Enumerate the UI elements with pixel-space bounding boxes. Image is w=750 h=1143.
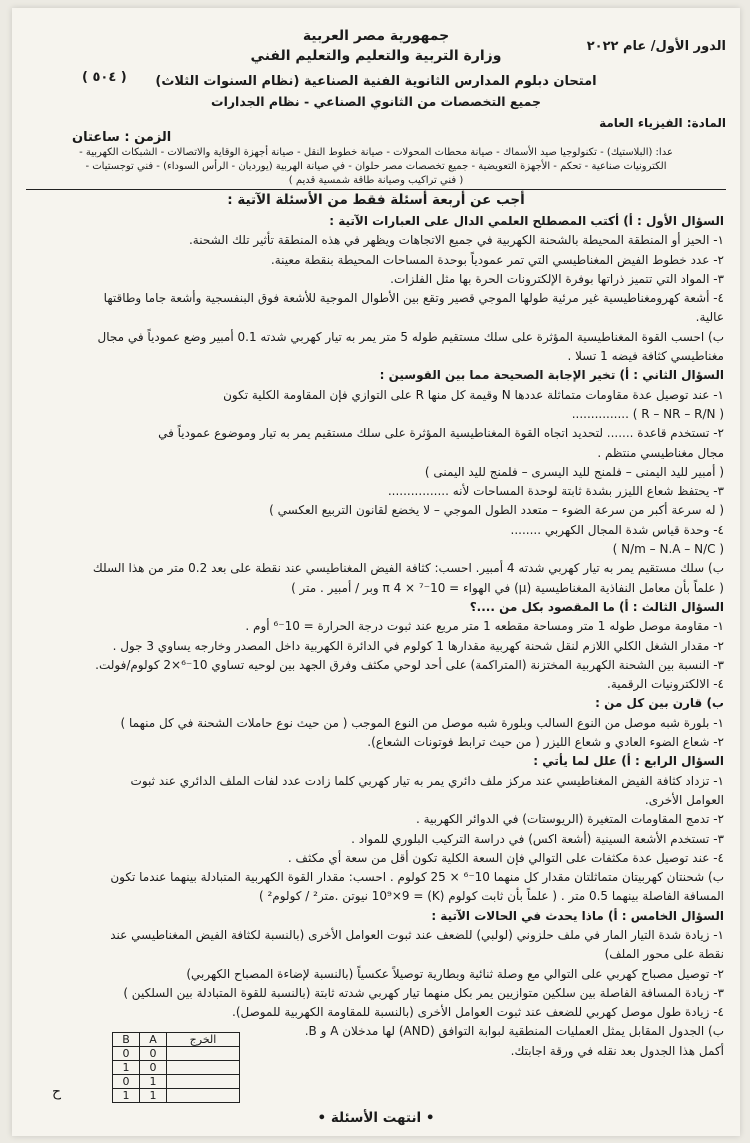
question-heading: السؤال الثالث : أ) ما المقصود بكل من ....؟ (469, 599, 724, 614)
header-divider (26, 189, 726, 190)
question-heading: ب) قارن بين كل من : (595, 696, 724, 711)
and-gate-truth-table (112, 1032, 240, 1103)
question-line: ٣- تستخدم الأشعة السينية (أشعة اكس) في دراسة التركيب البلوري للمواد . (351, 831, 724, 846)
truth-table-header: الخرج (167, 1033, 240, 1047)
question-line: العوامل الأخرى. (644, 792, 724, 807)
truth-table-row (113, 1089, 240, 1103)
truth-table-row (113, 1047, 240, 1061)
truth-cell (167, 1089, 240, 1103)
question-line: ب) احسب القوة المغناطيسية المؤثرة على سلك مستقيم طوله 5 متر يمر به تيار كهربي شدته 0.1 أمبير وضع عمودياً في مجال (97, 329, 724, 344)
question-heading: السؤال الثاني : أ) تخير الإجابة الصحيحة مما بين القوسين : (379, 368, 724, 383)
truth-table-header: A (140, 1033, 167, 1047)
truth-cell: 1 (113, 1061, 140, 1075)
question-line: مجال مغناطيسي منتظم . (597, 445, 724, 460)
question-line: ٢- تستخدم قاعدة ....... لتحديد اتجاه القوة المغناطيسية المؤثرة على سلك مستقيم يمر به تيار وموضوع عمودياً في (158, 426, 724, 441)
question-heading: السؤال الرابع : أ) علل لما يأتي : (533, 754, 724, 769)
question-line: ١- تزداد كثافة الفيض المغناطيسي عند مركز ملف دائري يمر به تيار كهربي كلما زادت عدد لفات الملف الدائري عند ثبوت (130, 773, 724, 788)
question-line: نقطة على محور الملف) (604, 947, 724, 962)
spec-line: عدا: (البلاستيك) - تكنولوجيا صيد الأسماك - صيانة محطات المحولات - صيانة خطوط النقل - صيانة أجهزة الوقاية والاتصالات - الشبكات الكهربية - (79, 147, 673, 158)
question-line: ب) سلك مستقيم يمر به تيار كهربي شدته 4 أمبير. احسب: كثافة الفيض المغناطيسي عند نقطة على بعد 0.2 متر من هذا السلك (92, 561, 724, 576)
question-line: ( له سرعة أكبر من سرعة الضوء – متعدد الطول الموجي – لا يخضع لقانون التربيع العكسي ) (269, 503, 724, 518)
truth-table-header-row (113, 1033, 240, 1047)
subject-name: المادة: الفيزياء العامة (599, 116, 726, 130)
truth-cell: 1 (140, 1075, 167, 1089)
question-line: المسافة الفاصلة بينهما 0.5 متر . ( علماً بأن ثابت كولوم (K) = 10⁹×9 نيوتن .متر² / كولوم² ) (258, 889, 724, 904)
truth-cell: 0 (140, 1047, 167, 1061)
truth-table-row (113, 1075, 240, 1089)
question-line: ٤- أشعة كهرومغناطيسية غير مرئية طولها الموجي قصير وتقع بين الأطوال الموجية للأشعة فوق البنفسجية وأشعة جاما وطاقتها (103, 291, 724, 306)
exam-time: الزمن : ساعتان (72, 130, 172, 145)
question-line: ٤- زيادة طول موصل كهربي للضعف عند ثبوت العوامل الأخرى (بالنسبة للمقاومة الكهربية للموصل). (232, 1005, 724, 1020)
question-line: ٣- زيادة المسافة الفاصلة بين سلكين متوازيين يمر بكل منهما تيار كهربي شدته ثابتة (بالنسبة للقوة المتبادلة بين السلكين ) (123, 985, 724, 1000)
truth-cell: 0 (140, 1061, 167, 1075)
spec-line: ( فني تراكيب وصيانة طاقة شمسية قديم ) (288, 175, 464, 186)
question-line: ٤- الالكترونيات الرقمية. (607, 677, 724, 692)
question-line: ( R – NR – R/N ) ............... (571, 406, 724, 421)
truth-table-row (113, 1061, 240, 1075)
truth-table-header: B (113, 1033, 140, 1047)
question-line: ( علماً بأن معامل النفاذية المغناطيسية (μ) في الهواء = 10⁻⁷ × π 4 وبر / أمبير . متر ) (291, 580, 724, 595)
question-line: ١- الحيز أو المنطقة المحيطة بالشحنة الكهربية في جميع الاتجاهات ويظهر في هذه المنطقة تأثير تلك الشحنة. (188, 233, 724, 248)
truth-cell: 0 (113, 1047, 140, 1061)
truth-cell (167, 1047, 240, 1061)
exam-code: ( ٥٠٤ ) (82, 70, 127, 85)
question-line: ١- بلورة شبه موصل من النوع السالب وبلورة شبه موصل من النوع الموجب ( من حيث نوع حاملات الشحنة في كل منهما ) (120, 715, 724, 730)
truth-cell: 1 (140, 1089, 167, 1103)
question-line: ٤- وحدة قياس شدة المجال الكهربي ........ (510, 522, 724, 537)
question-line: ٣- النسبة بين الشحنة الكهربية المختزنة (المتراكمة) على أحد لوحي مكثف وفرق الجهد بين لوحيه تساوي 10⁻⁶×2 كولوم/فولت. (95, 657, 724, 672)
question-line: ١- زيادة شدة التيار المار في ملف حلزوني (لولبي) للضعف عند ثبوت العوامل الأخرى (بالنسبة لكثافة الفيض المغناطيسي عند (110, 927, 724, 942)
question-line: ٢- عدد خطوط الفيض المغناطيسي التي تمر عمودياً بوحدة المساحات المحيطة بنقطة معينة. (270, 252, 724, 267)
question-line: عالية. (695, 310, 724, 325)
specializations-list (52, 146, 700, 188)
spec-line: الكترونيات صناعية - تحكم - الأجهزة التعويضية - جميع تخصصات مصر حلوان - في صيانة الهربية (يورديان - الرأس السوداء) - فني توجستيات - (85, 161, 667, 172)
question-line: أكمل هذا الجدول بعد نقله في ورقة اجابتك. (510, 1043, 724, 1058)
question-line: ٣- المواد التي تتميز ذراتها بوفرة الإلكترونات الحرة بها مثل الفلزات. (390, 271, 724, 286)
question-line: ١- مقاومة موصل طوله 1 متر ومساحة مقطعه 1 متر مربع عند ثبوت درجة الحرارة = 10⁻⁶ أوم . (245, 619, 724, 634)
question-line: ٤- عند توصيل عدة مكثفات على التوالي فإن السعة الكلية تكون أقل من سعة أي مكثف . (287, 850, 724, 865)
question-heading: السؤال الأول : أ) أكتب المصطلح العلمي الدال على العبارات الآتية : (329, 214, 724, 228)
question-line: ١- عند توصيل عدة مقاومات متماثلة عددها N وقيمة كل منها R على التوازي فإن المقاومة الكلية تكون (223, 387, 724, 402)
truth-cell (167, 1075, 240, 1089)
truth-cell (167, 1061, 240, 1075)
question-line: ٣- يحتفظ شعاع الليزر بشدة ثابتة لوحدة المساحات لأنه ................ (387, 484, 724, 499)
end-of-questions: • انتهت الأسئلة • (317, 1110, 435, 1126)
question-line: ب) شحنتان كهربيتان متماثلتان مقدار كل منهما 10⁻⁶ × 25 كولوم . احسب: مقدار القوة الكهربية المتبادلة بينهما عندما تكون (110, 870, 724, 885)
questions-body (30, 212, 724, 1061)
truth-cell: 0 (113, 1075, 140, 1089)
question-line: ( N/m – N.A – N/C ) (612, 542, 724, 557)
ministry-title: وزارة التربية والتعليم والتعليم الفني (250, 48, 502, 64)
question-line: ب) الجدول المقابل يمثل العمليات المنطقية لبوابة التوافق (AND) لها مدخلان A و B. (304, 1024, 724, 1039)
republic-title: جمهورية مصر العربية (302, 28, 450, 44)
exam-session: الدور الأول/ عام ٢٠٢٢ (586, 39, 726, 54)
question-line: ٢- تدمج المقاومات المتغيرة (الريوستات) في الدوائر الكهربية . (415, 812, 724, 827)
question-line: ( أمبير لليد اليمنى – فلمنج لليد اليسرى – فلمنج لليد اليمنى ) (424, 464, 724, 479)
truth-cell: 1 (113, 1089, 140, 1103)
question-line: ٢- توصيل مصباح كهربي على التوالي مع وصلة ثنائية وبطارية توصيلاً عكسياً (بالنسبة لإضاءة المصباح الكهربي) (186, 966, 724, 981)
question-line: ٢- مقدار الشغل الكلي اللازم لنقل شحنة كهربية مقدارها 1 كولوم في الدائرة الكهربية داخل المصدر وخارجه يساوي 3 جول . (112, 638, 724, 653)
question-heading: السؤال الخامس : أ) ماذا يحدث في الحالات الآتية : (431, 908, 724, 923)
question-line: ٢- شعاع الضوء العادي و شعاع الليزر ( من حيث ترابط فوتونات الشعاع). (367, 735, 724, 750)
exam-scope: جميع التخصصات من الثانوي الصناعي - نظام الجدارات (211, 94, 541, 109)
question-line: مغناطيسي كثافة فيضه 1 تسلا . (567, 349, 724, 364)
instructions: أجب عن أربعة أسئلة فقط من الأسئلة الآتية : (227, 192, 525, 208)
exam-sheet (12, 8, 740, 1136)
exam-title: امتحان دبلوم المدارس الثانوية الفنية الصناعية (نظام السنوات الثلاث) (155, 74, 597, 89)
page-number: ح (52, 1084, 62, 1100)
